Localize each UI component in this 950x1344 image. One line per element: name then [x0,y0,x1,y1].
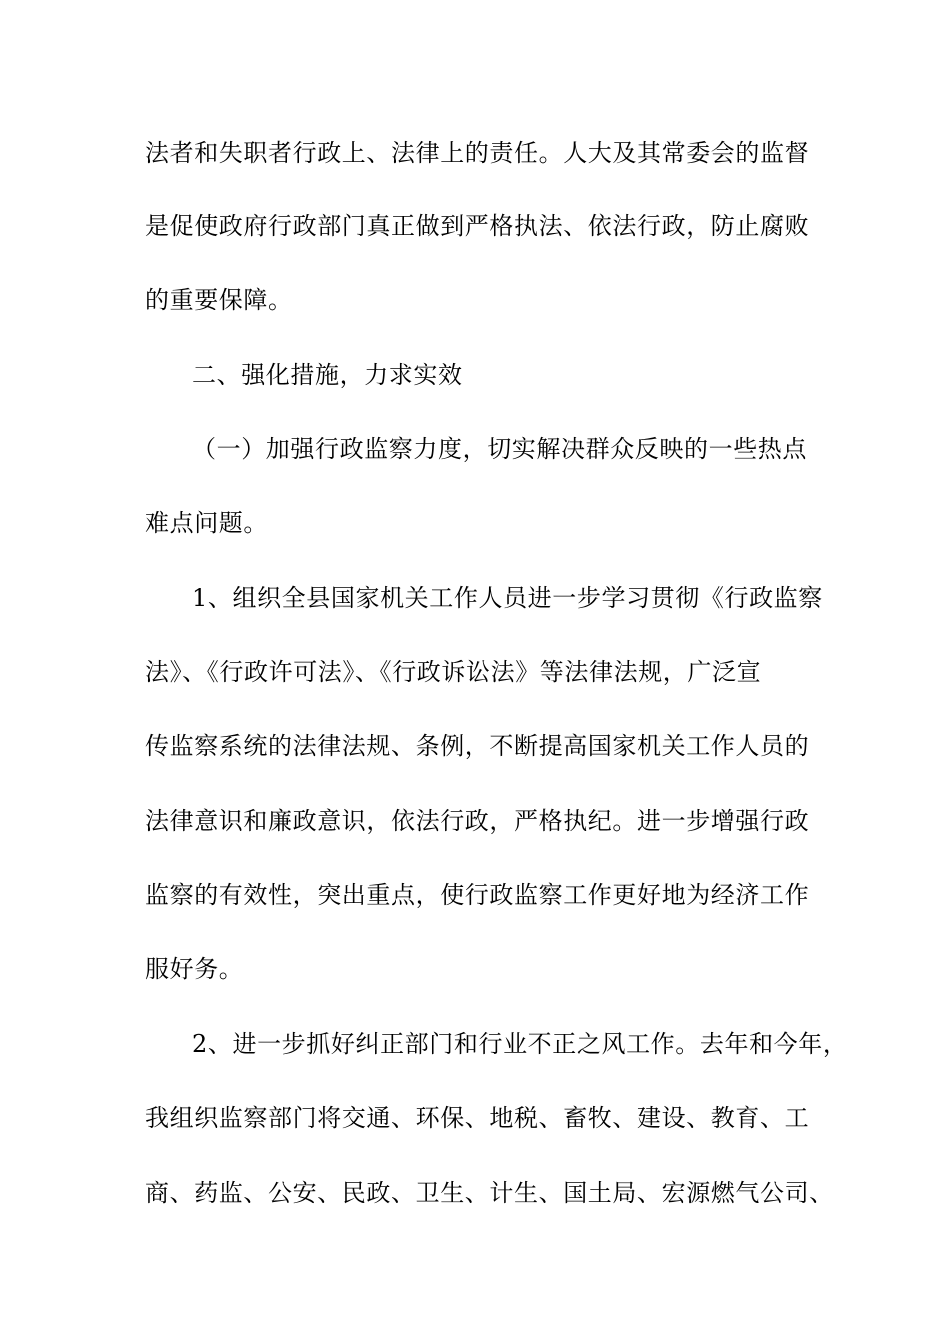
item-2-line-3: 商、药监、公安、民政、卫生、计生、国土局、宏源燃气公司、 [145,1179,834,1207]
item-2-line-1: 2、进一步抓好纠正部门和行业不正之风工作。去年和今年， [192,1030,848,1058]
item-1-line-2: 法》、《行政许可法》、《行政诉讼法》等法律法规，广泛宣 [145,658,762,686]
subsection-heading-line-2: 难点问题。 [145,509,268,537]
text-line-2: 是促使政府行政部门真正做到严格执法、依法行政，防止腐败 [145,212,810,240]
text-line-3: 的重要保障。 [145,286,293,314]
item-1-line-3: 传监察系统的法律法规、条例，不断提高国家机关工作人员的 [145,732,810,760]
item-1-line-6: 服好务。 [145,955,244,983]
item-1-line-1: 1、组织全县国家机关工作人员进一步学习贯彻《行政监察 [192,584,823,612]
text-line-1: 法者和失职者行政上、法律上的责任。人大及其常委会的监督 [145,139,810,167]
section-heading: 二、强化措施，力求实效 [192,361,463,389]
item-1-line-4: 法律意识和廉政意识，依法行政，严格执纪。进一步增强行政 [145,807,810,835]
subsection-heading-line-1: （一）加强行政监察力度，切实解决群众反映的一些热点 [192,435,807,463]
item-1-line-5: 监察的有效性，突出重点，使行政监察工作更好地为经济工作 [145,881,810,909]
item-2-line-2: 我组织监察部门将交通、环保、地税、畜牧、建设、教育、工 [145,1104,810,1132]
